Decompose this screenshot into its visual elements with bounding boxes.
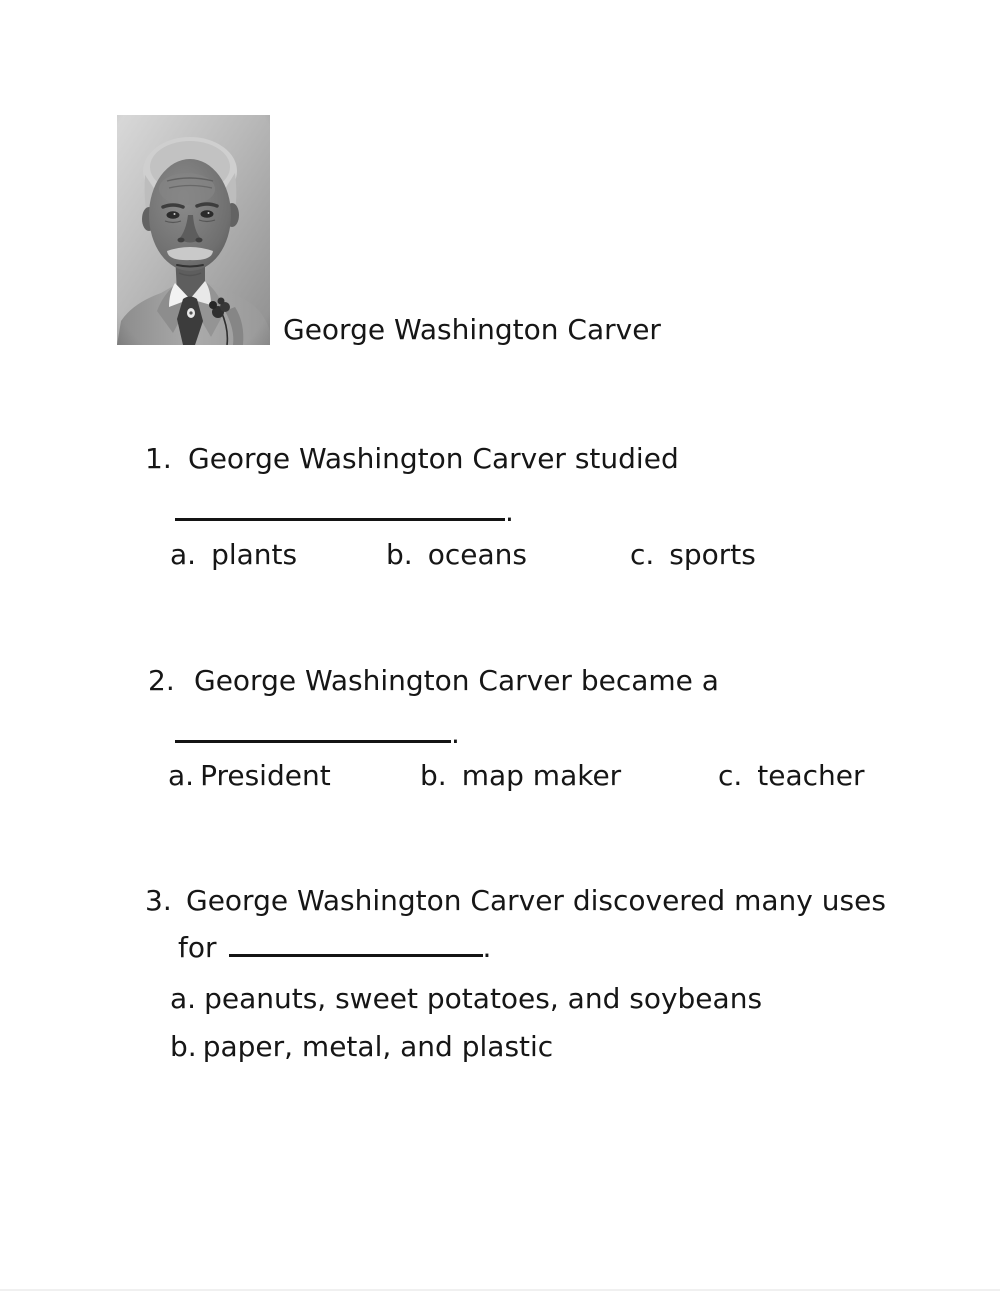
option-label[interactable]: teacher: [757, 759, 865, 792]
question-2-option-a[interactable]: [168, 758, 331, 794]
option-letter: a.: [170, 982, 197, 1015]
question-2-option-b[interactable]: [420, 758, 621, 794]
question-3-number: 3.: [145, 884, 172, 917]
george-washington-carver-photo: [117, 115, 270, 345]
question-3-option-b[interactable]: [170, 1029, 553, 1065]
question-2-blank-line[interactable]: [175, 720, 451, 743]
question-3-prompt-line2: [178, 930, 491, 966]
portrait-illustration: [117, 115, 270, 345]
option-letter: c.: [630, 538, 655, 571]
question-2-option-c[interactable]: [718, 758, 865, 794]
question-1-blank-period: .: [505, 495, 514, 528]
question-1-option-a[interactable]: [170, 537, 297, 573]
question-1-blank-line[interactable]: [175, 498, 505, 521]
option-label[interactable]: map maker: [461, 759, 622, 792]
option-label[interactable]: plants: [211, 538, 298, 571]
question-2-blank-period: .: [451, 717, 460, 750]
question-1-option-b[interactable]: [386, 537, 527, 573]
question-1-prompt: George Washington Carver studied: [188, 442, 679, 475]
option-letter: b.: [170, 1030, 197, 1063]
question-2-number: 2.: [148, 664, 175, 697]
option-label[interactable]: peanuts, sweet potatoes, and soybeans: [204, 982, 763, 1015]
question-3-option-a[interactable]: [170, 981, 762, 1017]
option-letter: c.: [718, 759, 743, 792]
question-3-prompt: George Washington Carver discovered many uses: [186, 884, 886, 917]
question-3-blank-period: .: [482, 931, 492, 964]
question-3-blank-line[interactable]: [229, 934, 483, 957]
option-label[interactable]: sports: [669, 538, 756, 571]
option-letter: a.: [170, 538, 197, 571]
question-1-answer-blank[interactable]: [175, 494, 514, 530]
option-label[interactable]: paper, metal, and plastic: [202, 1030, 554, 1063]
question-3-prompt-for: for: [178, 931, 217, 964]
question-1-option-c[interactable]: [630, 537, 756, 573]
question-1-number: 1.: [145, 442, 172, 475]
option-letter: b.: [420, 759, 447, 792]
option-label[interactable]: President: [200, 759, 331, 792]
question-2-answer-blank[interactable]: [175, 716, 460, 752]
option-letter: b.: [386, 538, 413, 571]
option-label[interactable]: oceans: [427, 538, 527, 571]
option-letter: a.: [168, 759, 195, 792]
question-2-prompt: George Washington Carver became a: [194, 664, 719, 697]
page-title: George Washington Carver: [283, 313, 661, 346]
